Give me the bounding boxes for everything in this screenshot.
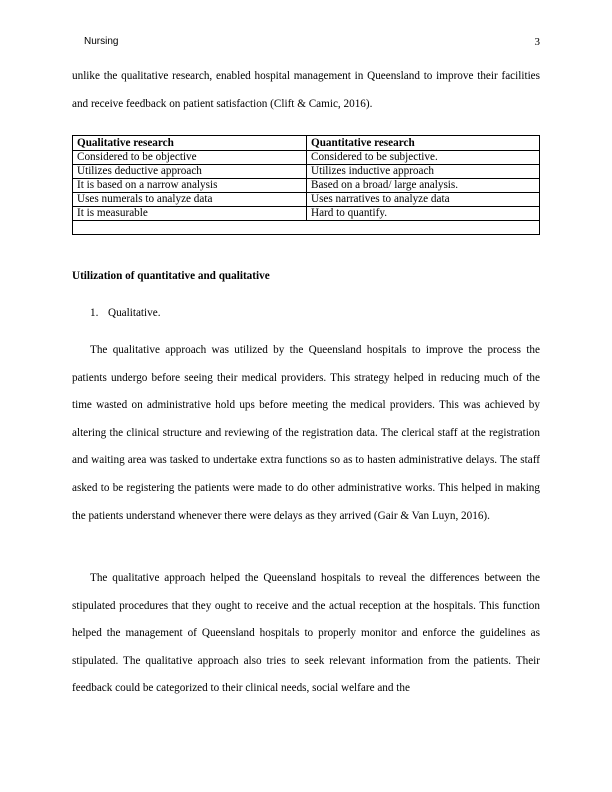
- table-header-cell: Quantitative research: [307, 136, 540, 151]
- intro-paragraph: unlike the qualitative research, enabled hospital management in Queensland to improve their facilities and receive feedback on patient satisfaction (Clift & Camic, 2016).: [72, 70, 540, 110]
- running-title: Nursing: [84, 36, 119, 47]
- table-row: [73, 193, 540, 207]
- table-header-row: [73, 136, 540, 151]
- table-cell: Hard to quantify.: [307, 207, 540, 221]
- table-cell: Considered to be objective: [73, 151, 307, 165]
- numbered-list-item: [90, 307, 161, 319]
- table-cell: Considered to be subjective.: [307, 151, 540, 165]
- table-cell: Based on a broad/ large analysis.: [307, 179, 540, 193]
- table-cell: Uses narratives to analyze data: [307, 193, 540, 207]
- table-cell: Uses numerals to analyze data: [73, 193, 307, 207]
- table-cell: It is measurable: [73, 207, 307, 221]
- list-number: 1.: [90, 307, 99, 319]
- table-row: [73, 179, 540, 193]
- table-row: [73, 165, 540, 179]
- table-cell: It is based on a narrow analysis: [73, 179, 307, 193]
- table-cell-empty: [73, 221, 540, 235]
- table-row-empty: [73, 221, 540, 235]
- page-number: 3: [534, 36, 540, 48]
- section-heading: Utilization of quantitative and qualitative: [72, 270, 270, 282]
- table-row: [73, 207, 540, 221]
- table-cell: Utilizes inductive approach: [307, 165, 540, 179]
- body-paragraph-1: The qualitative approach was utilized by the Queensland hospitals to improve the process the patients undergo before seeing their medical providers. This strategy helped in reducing much of the time wasted on administrative hold ups before meeting the medical providers. This was achieved by altering the clinical structure and reviewing of the registration data. The clerical staff at the registration and waiting area was tasked to undertake extra functions so as to hasten administrative delays. The staff asked to be registering the patients were made to do other administrative works. This helped in making the patients understand whenever there were delays as they arrived (Gair & Van Luyn, 2016).: [72, 344, 540, 522]
- table-row: [73, 151, 540, 165]
- table-header-cell: Qualitative research: [73, 136, 307, 151]
- page-header: [84, 36, 540, 48]
- table-cell: Utilizes deductive approach: [73, 165, 307, 179]
- comparison-table: [72, 135, 540, 235]
- list-label: Qualitative.: [108, 307, 161, 319]
- body-paragraph-2: The qualitative approach helped the Queensland hospitals to reveal the differences between the stipulated procedures that they ought to receive and the actual reception at the hospitals. This function helped the management of Queensland hospitals to properly monitor and enforce the guidelines as stipulated. The qualitative approach also tries to seek relevant information from the patients. Their feedback could be categorized to their clinical needs, social welfare and the: [72, 572, 540, 695]
